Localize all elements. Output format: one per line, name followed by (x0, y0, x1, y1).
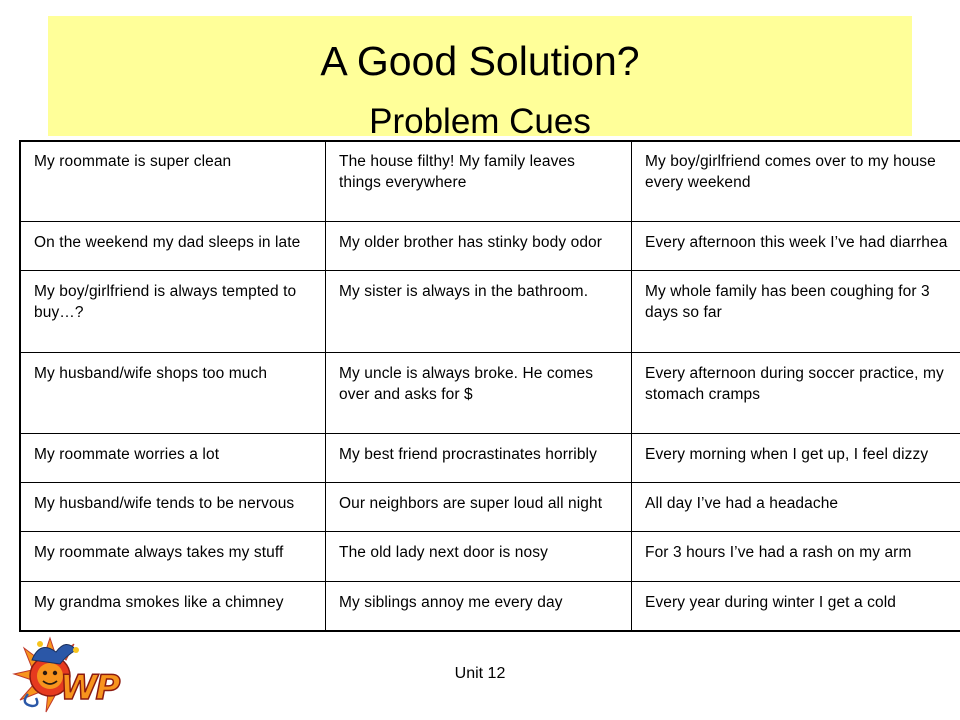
table-cell: My sister is always in the bathroom. (326, 271, 632, 352)
table-cell: Every year during winter I get a cold (632, 581, 960, 631)
table-row (20, 434, 960, 483)
table-cell: My roommate is super clean (20, 141, 326, 222)
table-row (20, 271, 960, 352)
table-cell: My older brother has stinky body odor (326, 222, 632, 271)
table-cell: My boy/girlfriend is always tempted to buy…? (20, 271, 326, 352)
table-cell: My grandma smokes like a chimney (20, 581, 326, 631)
table-row (20, 141, 960, 222)
slide-subtitle: Problem Cues (369, 102, 591, 141)
table-row (20, 532, 960, 581)
table-cell: My boy/girlfriend comes over to my house every weekend (632, 141, 960, 222)
title-banner (48, 16, 912, 141)
table-cell: All day I’ve had a headache (632, 483, 960, 532)
logo-text: WP (60, 668, 119, 708)
footer-unit-label: Unit 12 (454, 665, 506, 682)
table-cell: Every morning when I get up, I feel dizzy (632, 434, 960, 483)
table-cell: My best friend procrastinates horribly (326, 434, 632, 483)
table-cell: Every afternoon this week I’ve had diarrhea (632, 222, 960, 271)
table-cell: Every afternoon during soccer practice, my stomach cramps (632, 352, 960, 433)
table-row (20, 352, 960, 433)
table-cell: My husband/wife tends to be nervous (20, 483, 326, 532)
table-row (20, 222, 960, 271)
slide-title: A Good Solution? (320, 38, 640, 84)
table-cell: My roommate worries a lot (20, 434, 326, 483)
table-cell: On the weekend my dad sleeps in late (20, 222, 326, 271)
table-row (20, 483, 960, 532)
table-cell: My siblings annoy me every day (326, 581, 632, 631)
problem-cues-table (19, 140, 960, 632)
table-cell: My whole family has been coughing for 3 days so far (632, 271, 960, 352)
table-cell: For 3 hours I’ve had a rash on my arm (632, 532, 960, 581)
table-row (20, 581, 960, 631)
table-cell: Our neighbors are super loud all night (326, 483, 632, 532)
table-cell: My roommate always takes my stuff (20, 532, 326, 581)
table-cell: The house filthy! My family leaves things everywhere (326, 141, 632, 222)
table-cell: The old lady next door is nosy (326, 532, 632, 581)
table-cell: My husband/wife shops too much (20, 352, 326, 433)
table-cell: My uncle is always broke. He comes over and asks for $ (326, 352, 632, 433)
